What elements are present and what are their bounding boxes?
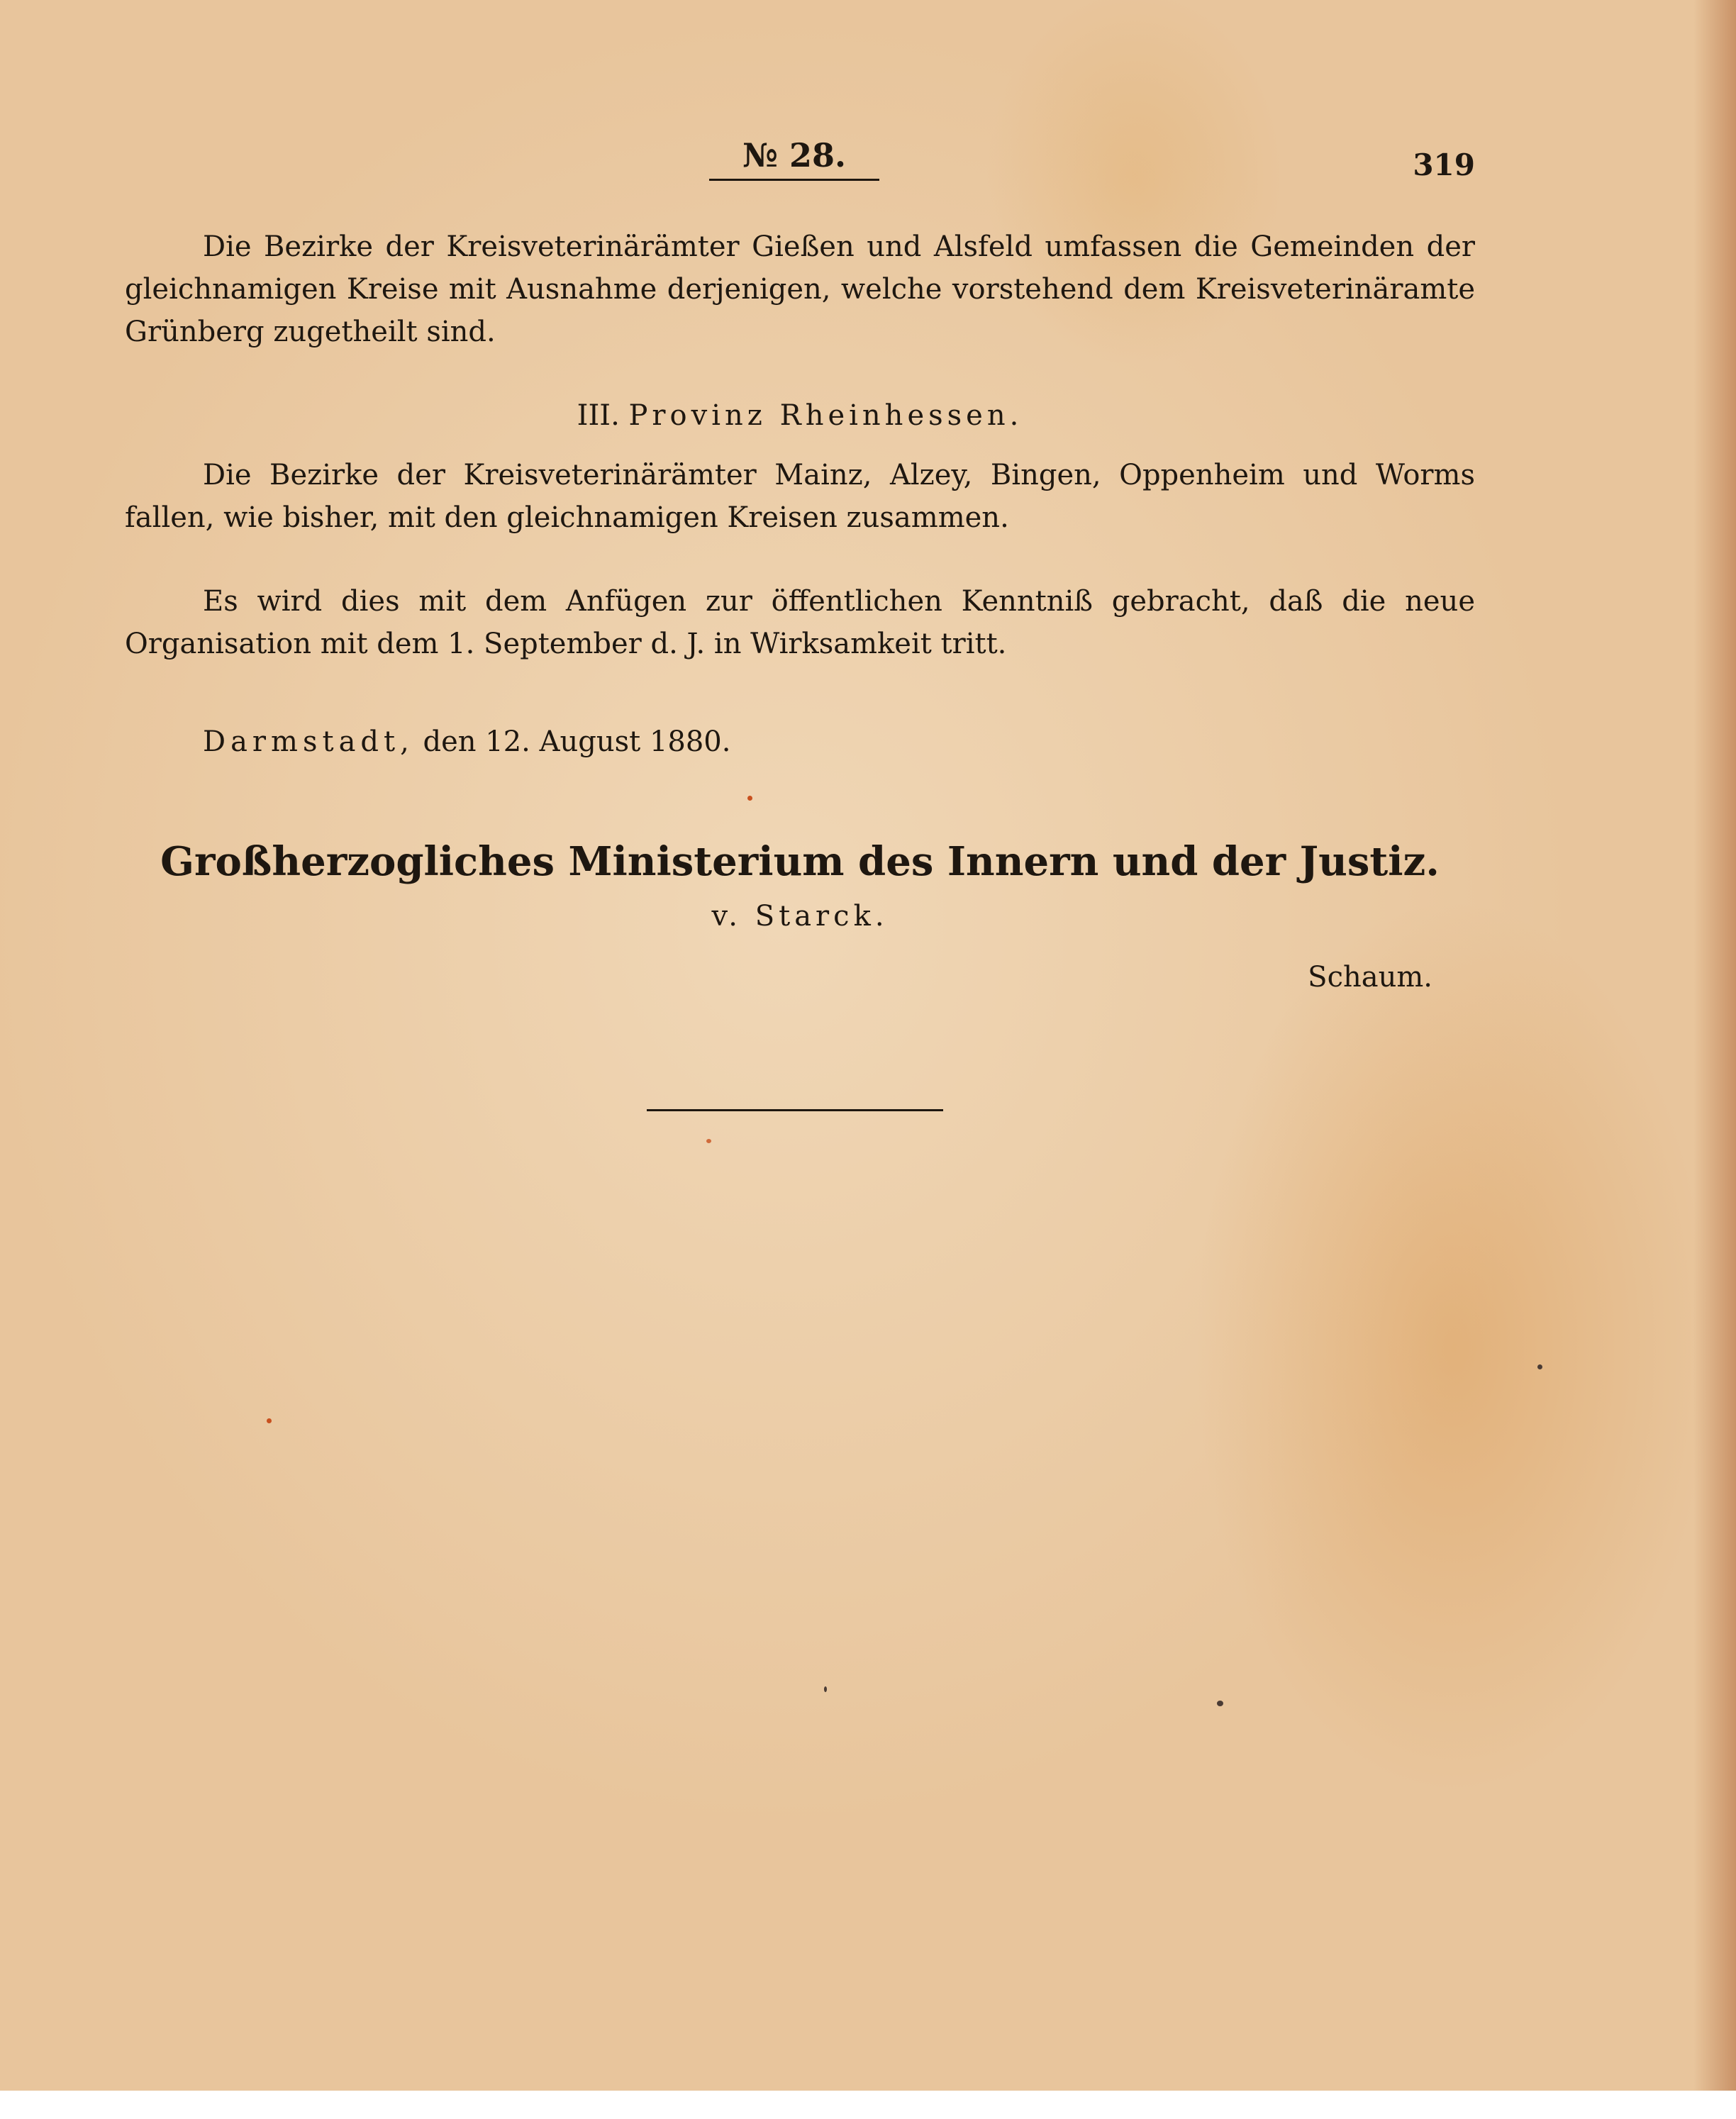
- date-text: den 12. August 1880.: [423, 725, 731, 758]
- section-numeral: III.: [577, 399, 620, 432]
- scan-border: [0, 2091, 1736, 2119]
- section-heading: [125, 394, 1475, 437]
- paper-speck: [267, 1418, 272, 1423]
- issue-number: № 28.: [709, 136, 879, 181]
- ministry-name: Großherzogliches Ministerium des Innern und der Justiz.: [160, 838, 1440, 885]
- signatory-schaum: Schaum.: [1308, 961, 1432, 994]
- paper-speck: [1537, 1364, 1542, 1369]
- paper-edge-shadow: [1693, 0, 1736, 2119]
- closing-rule: [647, 1109, 943, 1111]
- paper-speck: [1217, 1701, 1223, 1706]
- paper-speck: [706, 1139, 711, 1143]
- paragraph-rheinhessen: Die Bezirke der Kreisveterinärämter Mainz, Alzey, Bingen, Oppenheim und Worms fallen, wie bisher, mit den gleichnamigen Kreisen zusammen.: [125, 459, 1475, 534]
- page-number: 319: [1413, 148, 1475, 182]
- paragraph-giessen-alsfeld: Die Bezirke der Kreisveterinärämter Gießen und Alsfeld umfassen die Gemeinden der gleichnamigen Kreise mit Ausnahme derjenigen, welche vorstehend dem Kreisveterinäramte Grünberg zugetheilt sind.: [125, 230, 1475, 348]
- paragraph-announcement: Es wird dies mit dem Anfügen zur öffentlichen Kenntniß gebracht, daß die neue Organisation mit dem 1. September d. J. in Wirksamkeit tritt.: [125, 585, 1475, 660]
- paper-speck: [824, 1686, 827, 1692]
- date-place: Darmstadt,: [203, 725, 414, 758]
- section-title: Provinz Rheinhessen.: [628, 399, 1023, 432]
- paper-speck: [747, 796, 752, 801]
- dateline: [203, 721, 730, 763]
- signatory-starck: v. Starck.: [711, 900, 889, 933]
